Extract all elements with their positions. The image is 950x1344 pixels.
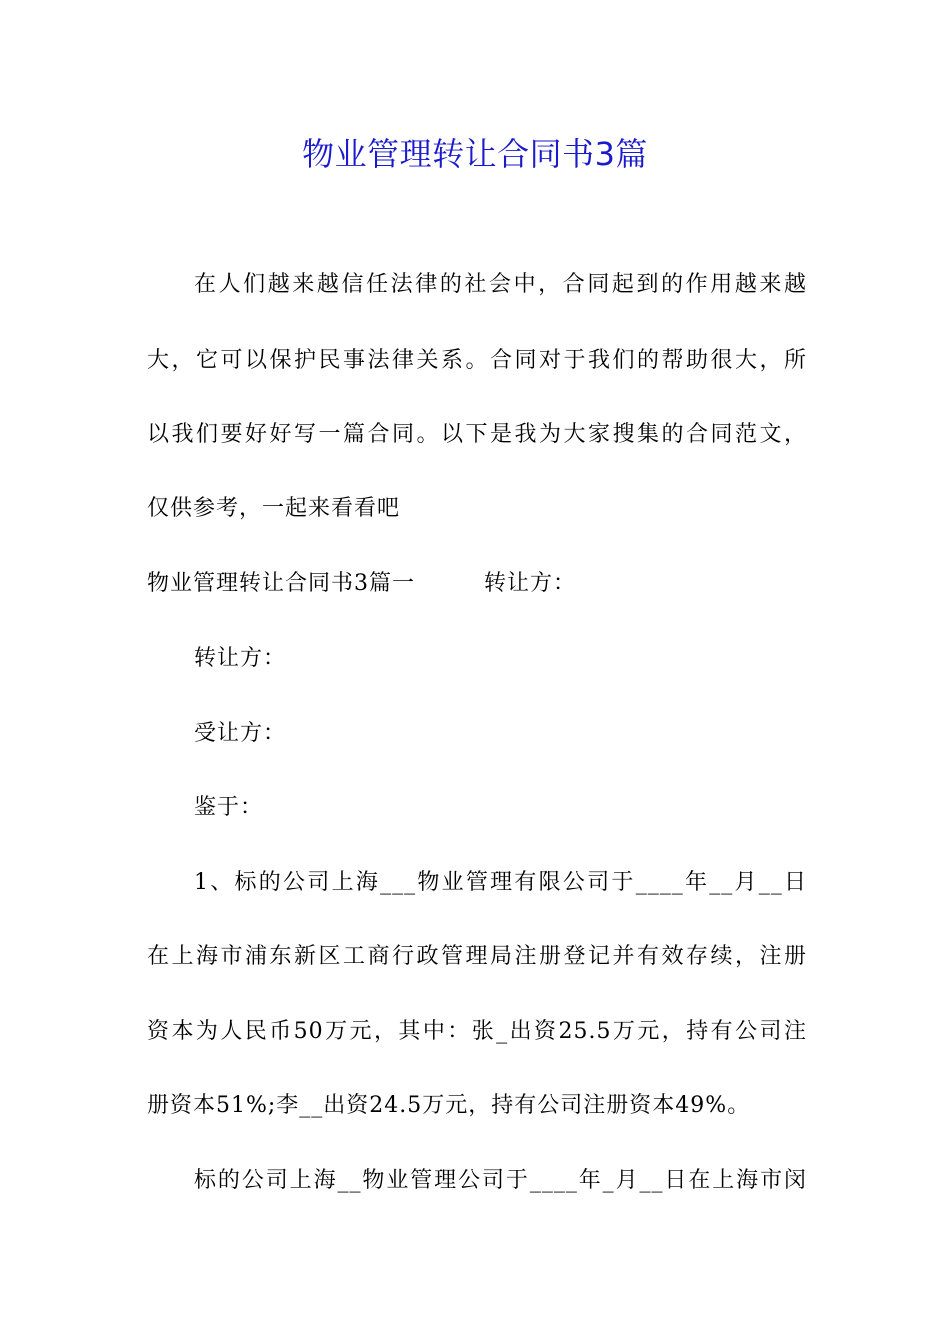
paragraph-intro-line-1: 在人们越来越信任法律的社会中，合同起到的作用越来越: [194, 272, 807, 297]
paragraph-intro-line-2: 大，它可以保护民事法律关系。合同对于我们的帮助很大，所: [147, 348, 807, 373]
clause-2-line-1: 标的公司上海__物业管理公司于____年_月__日在上海市闵: [194, 1168, 807, 1193]
whereas-label: 鉴于：: [194, 795, 264, 820]
paragraph-intro-line-3: 以我们要好好写一篇合同。以下是我为大家搜集的合同范文，: [147, 422, 807, 447]
transferor-label: 转让方：: [194, 646, 287, 671]
clause-1-line-2: 在上海市浦东新区工商行政管理局注册登记并有效存续，注册: [147, 944, 807, 969]
clause-1-line-3: 资本为人民币50万元，其中：张_出资25.5万元，持有公司注: [147, 1019, 807, 1044]
section-heading-line: 物业管理转让合同书3篇一 转让方：: [147, 571, 576, 596]
paragraph-intro-line-4: 仅供参考，一起来看看吧: [147, 496, 401, 521]
document-title: 物业管理转让合同书3篇: [302, 135, 648, 173]
clause-1-line-4: 册资本51%;李__出资24.5万元，持有公司注册资本49%。: [147, 1093, 751, 1118]
transferee-label: 受让方：: [194, 721, 287, 746]
clause-1-line-1: 1、标的公司上海___物业管理有限公司于____年__月__日: [194, 870, 807, 895]
